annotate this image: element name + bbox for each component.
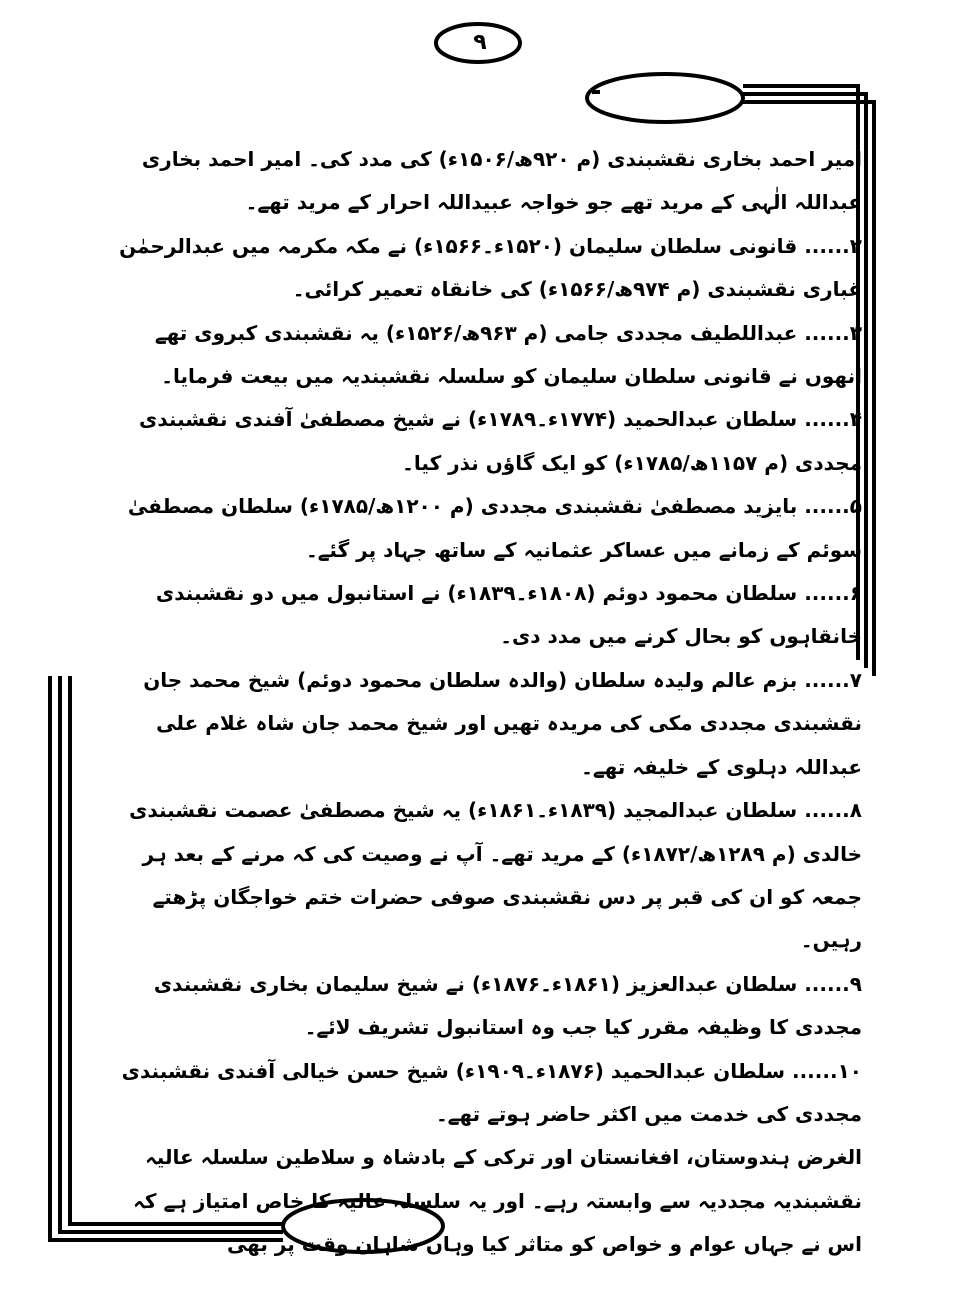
list-item-5: ۵...... بایزید مصطفیٰ نقشبندی مجددی (م ۱۲۰۰ھ/۱۷۸۵ء) سلطان مصطفیٰ سوئم کے زمانے میں عساکر عثمانیہ کے ساتھ جہاد پر گئے۔ (127, 494, 862, 562)
paragraph-intro: امیر احمد بخاری نقشبندی (م ۹۲۰ھ/۱۵۰۶ء) کی مدد کی۔ امیر احمد بخاری عبداللہ الٰہی کے مرید تھے جو خواجہ عبیداللہ احرار کے مرید تھے۔ (141, 147, 862, 215)
list-item-2: ۲...... قانونی سلطان سلیمان (۱۵۲۰ء۔۱۵۶۶ء) نے مکہ مکرمہ میں عبدالرحمٰن غباری نقشبندی (م ۹۷۴ھ/۱۵۶۶ء) کی خانقاہ تعمیر کرائی۔ (119, 233, 862, 302)
list-item-4: ۴...... سلطان عبدالحمید (۱۷۷۴ء۔۱۷۸۹ء) نے شیخ مصطفیٰ آفندی نقشبندی مجددی (م ۱۱۵۷ھ/۱۷۸۵ء) کو ایک گاؤں نذر کیا۔ (139, 407, 862, 475)
body-text (92, 138, 862, 1267)
top-right-oval (587, 74, 743, 122)
list-item-6: ۶...... سلطان محمود دوئم (۱۸۰۸ء۔۱۸۳۹ء) نے استانبول میں دو نقشبندی خانقاہوں کو بحال کرنے میں مدد دی۔ (155, 581, 862, 649)
list-item-9: ۹...... سلطان عبدالعزیز (۱۸۶۱ء۔۱۸۷۶ء) نے شیخ سلیمان بخاری نقشبندی مجددی کا وظیفہ مقرر کیا جب وہ استانبول تشریف لائے۔ (153, 971, 862, 1040)
paragraph-conclusion: الغرض ہندوستان، افغانستان اور ترکی کے بادشاہ و سلاطین سلسلہ عالیہ نقشبندیہ مجددیہ سے وابستہ رہے۔ اور یہ سلسلہ عالیہ کا خاص امتیاز ہے کہ اس نے جہاں عوام و خواص کو متاثر کیا وہاں شاہان وقت پر بھی (133, 1145, 862, 1257)
list-item-7: ۷...... بزم عالم ولیدہ سلطان (والدہ سلطان محمود دوئم) شیخ محمد جان نقشبندی مجددی مکی کی مریدہ تھیں اور شیخ محمد جان شاہ غلام علی عبداللہ دہلوی کے خلیفہ تھے۔ (143, 667, 862, 779)
list-item-8: ۸...... سلطان عبدالمجید (۱۸۳۹ء۔۱۸۶۱ء) یہ شیخ مصطفیٰ عصمت نقشبندی خالدی (م ۱۲۸۹ھ/۱۸۷۲ء) کے مرید تھے۔ آپ نے وصیت کی کہ مرنے کے بعد ہر جمعہ کو ان کی قبر پر دس نقشبندی صوفی حضرات ختم خواجگان پڑھتے رہیں۔ (129, 798, 862, 953)
page-number: ۹ (473, 30, 487, 55)
list-item-10: ۱۰...... سلطان عبدالحمید (۱۸۷۶ء۔۱۹۰۹ء) شیخ حسن خیالی آفندی نقشبندی مجددی کی خدمت میں اکثر حاضر ہوتے تھے۔ (121, 1058, 862, 1126)
list-item-3: ۳...... عبداللطیف مجددی جامی (م ۹۶۳ھ/۱۵۲۶ء) یہ نقشبندی کبروی تھے انھوں نے قانونی سلطان سلیمان کو سلسلہ نقشبندیہ میں بیعت فرمایا۔ (154, 320, 862, 389)
